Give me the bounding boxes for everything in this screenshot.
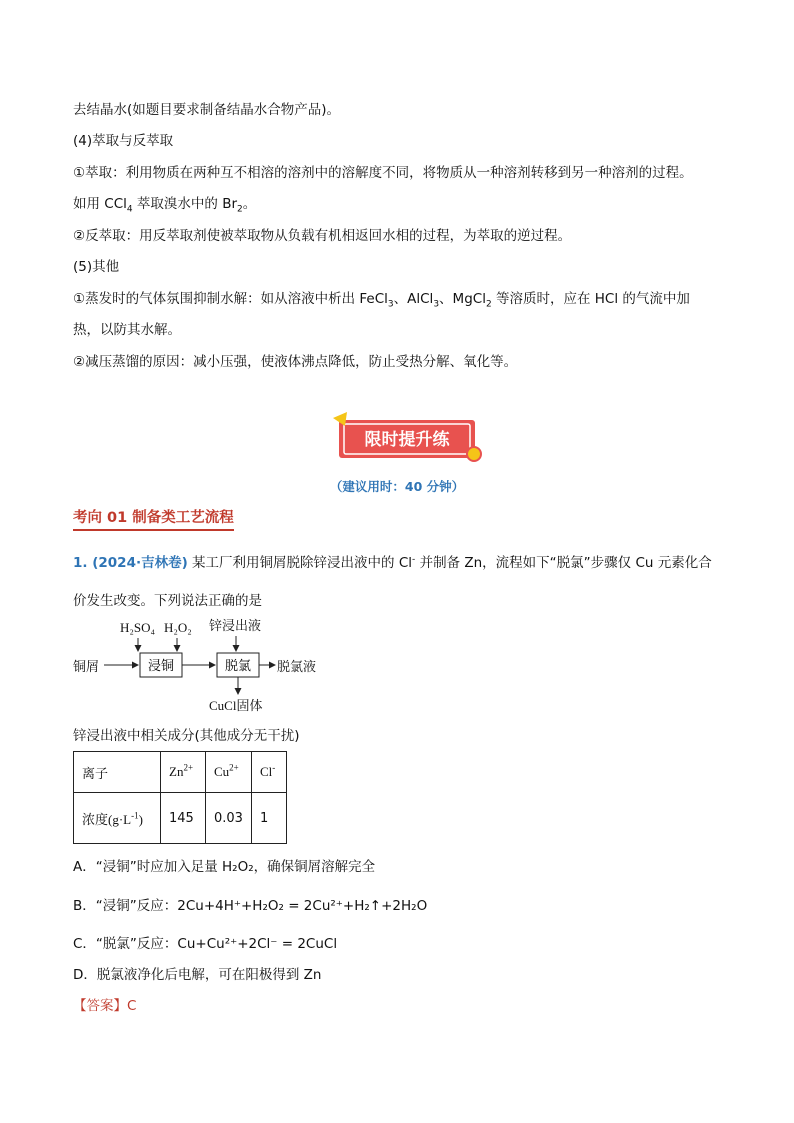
suggested-time: （建议用时：40 分钟） (329, 479, 465, 494)
banner-text: 限时提升练 (364, 430, 450, 450)
banner-dot-icon (467, 447, 481, 461)
table-cell: 0.03 (206, 793, 252, 844)
reagent-zinc-leachate: 锌浸出液 (209, 618, 262, 633)
table-caption: 锌浸出液中相关成分(其他成分无干扰) (73, 728, 300, 744)
text-line: ②反萃取：用反萃取剂使被萃取物从负载有机相返回水相的过程，为萃取的逆过程。 (73, 228, 572, 244)
table-header-cell: Cl- (251, 752, 286, 793)
option-c: C．“脱氯”反应：Cu+Cu²⁺+2Cl⁻ = 2CuCl (73, 936, 338, 952)
table-row (74, 793, 287, 844)
output-dechlorinated-liquid: 脱氯液 (277, 659, 317, 674)
question-line-2: 价发生改变。下列说法正确的是 (73, 593, 262, 609)
reagent-h2so4: H₂SO₄ (120, 620, 156, 635)
answer-label: 【答案】 (73, 998, 127, 1014)
box-dechlorination-label: 脱氯 (224, 659, 252, 674)
process-flow-diagram (70, 614, 340, 714)
option-a: A．“浸铜”时应加入足量 H₂O₂，确保铜屑溶解完全 (73, 859, 376, 875)
option-d: D．脱氯液净化后电解，可在阳极得到 Zn (73, 967, 322, 983)
answer (73, 997, 136, 1015)
subheading-other: (5)其他 (73, 259, 120, 275)
product-cucl-solid: CuCl固体 (209, 698, 263, 713)
timed-practice-banner (333, 412, 483, 464)
text-line: 如用 CCl$_4$ 萃取溴水中的 $Br_2$。 (73, 196, 257, 215)
answer-value: C (127, 998, 137, 1014)
table-header-cell: $Zn^{2+}$ (161, 752, 206, 793)
table-header-cell: 离子 (74, 752, 161, 793)
table-cell: 1 (251, 793, 286, 844)
table-row-label: 浓度$(g\cdot L^{-1})$ (74, 793, 161, 844)
subheading-extraction: (4)萃取与反萃取 (73, 133, 174, 149)
text-line: 热，以防其水解。 (73, 322, 181, 338)
text-line: ②减压蒸馏的原因：减小压强，使液体沸点降低，防止受热分解、氧化等。 (73, 354, 518, 370)
composition-table (73, 751, 287, 844)
section-title: 考向 01 制备类工艺流程 (73, 506, 234, 531)
reagent-h2o2: H₂O₂ (164, 620, 192, 635)
option-b: B．“浸铜”反应：2Cu+4H⁺+H₂O₂ = 2Cu²⁺+H₂↑+2H₂O (73, 898, 428, 914)
text-line: ①萃取：利用物质在两种互不相溶的溶剂中的溶解度不同，将物质从一种溶剂转移到另一种溶剂的过程。 (73, 165, 693, 181)
input-copper-scrap: 铜屑 (73, 659, 100, 674)
table-header-row (74, 752, 287, 793)
table-header-cell: $Cu^{2+}$ (206, 752, 252, 793)
box-copper-leaching-label: 浸铜 (147, 659, 175, 674)
text-line: ①蒸发时的气体氛围抑制水解：如从溶液中析出 FeCl$_3$、AlCl$_3$、MgCl$_2$ 等溶质时，应在 HCl 的气流中加 (73, 291, 690, 310)
text-line: 去结晶水(如题目要求制备结晶水合物产品)。 (73, 102, 341, 118)
question-line-1: 1. (2024·吉林卷) 某工厂利用铜屑脱除锌浸出液中的 Cl- 并制备 Zn，流程如下“脱氯”步骤仅 Cu 元素化合 (73, 554, 712, 571)
table-cell: 145 (161, 793, 206, 844)
question-number: 1. (2024·吉林卷) (73, 555, 188, 571)
